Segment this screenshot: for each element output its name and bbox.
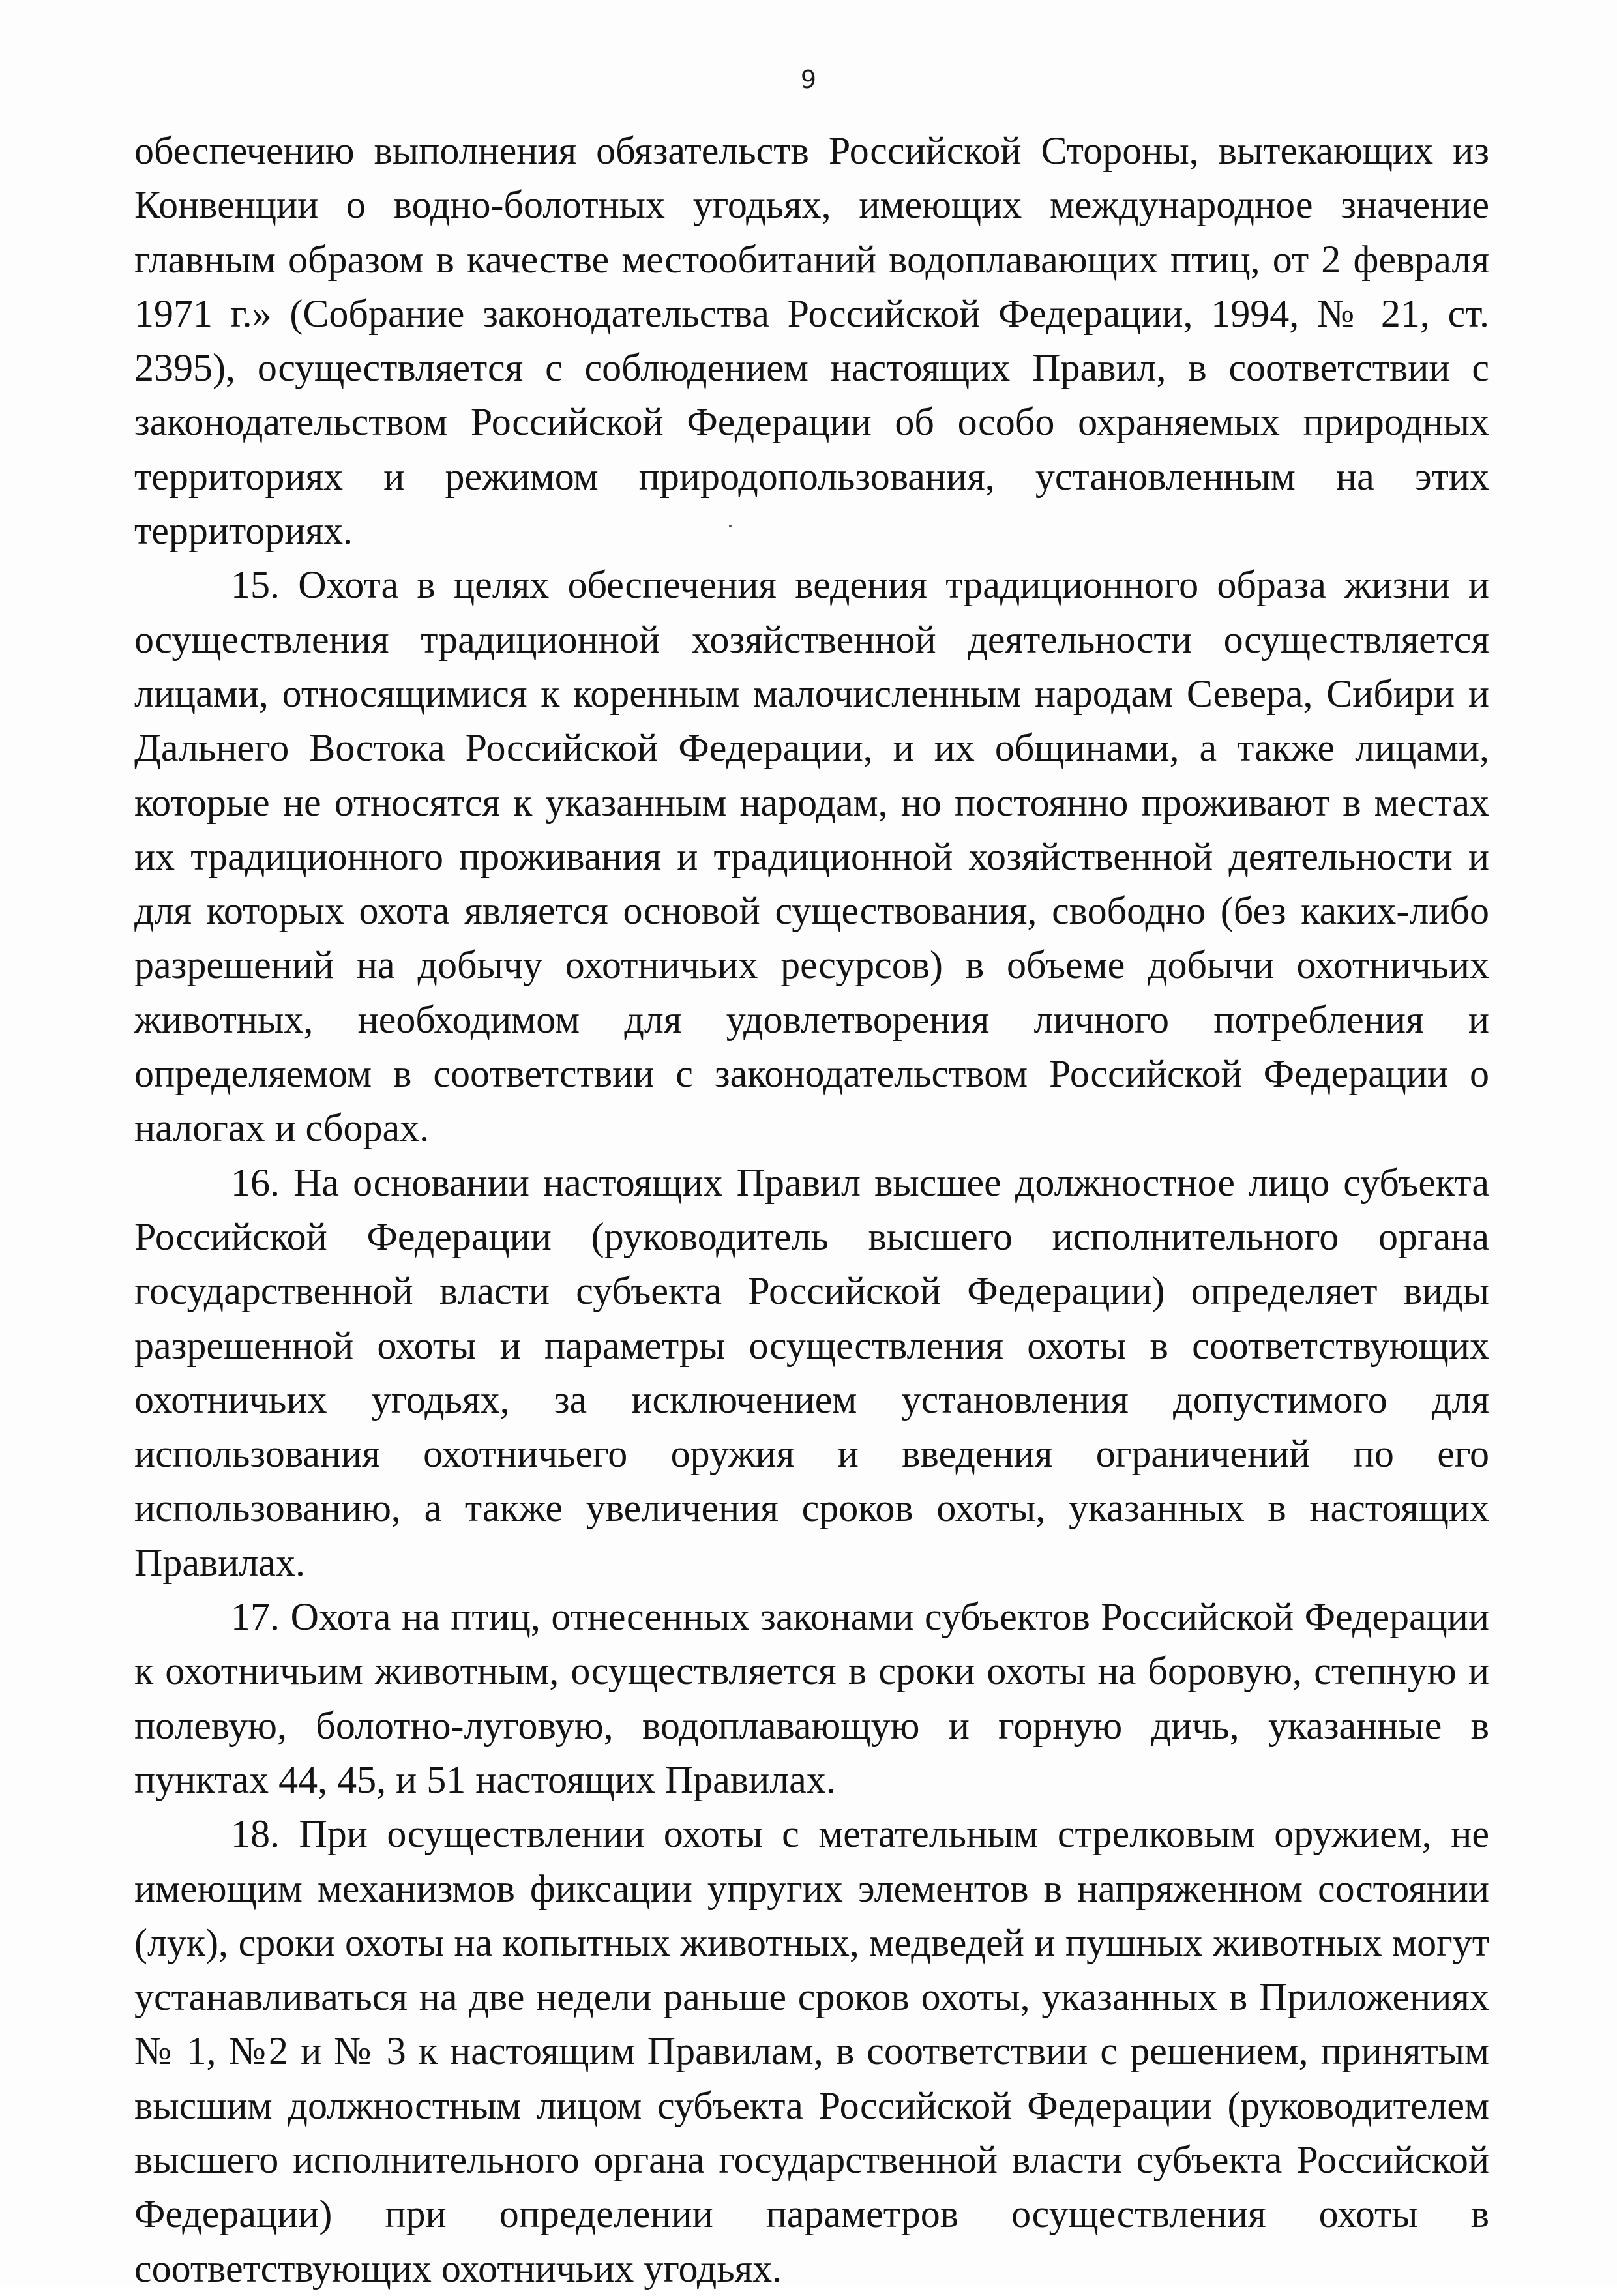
paragraph-item-18: 18. При осуществлении охоты с метательным стрелковым оружием, не имеющим механизмов фиксации упругих элементов в напряженном состоянии (лук), сроки охоты на копытных животных, медведей и пушных животных могут устанавливаться на две недели раньше сроков охоты, указанных в Приложениях № 1, №2 и № 3 к настоящим Правилам, в соответствии с решением, принятым высшим должностным лицом субъекта Российской Федерации (руководителем высшего исполнительного органа государственной власти субъекта Российской Федерации) при определении параметров осуществления охоты в соответствующих охотничьих угодьях.: [134, 1812, 1489, 2290]
scan-speck: [729, 525, 732, 527]
paragraph-item-15: 15. Охота в целях обеспечения ведения традиционного образа жизни и осуществления традиционной хозяйственной деятельности осуществляется лицами, относящимися к коренным малочисленным народам Севера, Сибири и Дальнего Востока Российской Федерации, и их общинами, а также лицами, которые не относятся к указанным народам, но постоянно проживают в местах их традиционного проживания и традиционной хозяйственной деятельности и для которых охота является основой существования, свободно (без каких-либо разрешений на добычу охотничьих ресурсов) в объеме добычи охотничьих животных, необходимом для удовлетворения личного потребления и определяемом в соответствии с законодательством Российской Федерации о налогах и сборах.: [134, 563, 1489, 1150]
paragraph-item-16: 16. На основании настоящих Правил высшее должностное лицо субъекта Российской Федерации (руководитель высшего исполнительного органа государственной власти субъекта Российской Федерации) определяет виды разрешенной охоты и параметры осуществления охоты в соответствующих охотничьих угодьях, за исключением установления допустимого для использования охотничьего оружия и введения ограничений по его использованию, а также увеличения сроков охоты, указанных в настоящих Правилах.: [134, 1160, 1489, 1584]
page-number: 9: [800, 65, 817, 94]
document-body: [134, 124, 1489, 2296]
paragraph-item-17: 17. Охота на птиц, отнесенных законами субъектов Российской Федерации к охотничьим животным, осуществляется в сроки охоты на боровую, степную и полевую, болотно-луговую, водоплавающую и горную дичь, указанные в пунктах 44, 45, и 51 настоящих Правилах.: [134, 1595, 1489, 1801]
paragraph-continuation: обеспечению выполнения обязательств Российской Стороны, вытекающих из Конвенции о водно-болотных угодьях, имеющих международное значение главным образом в качестве местообитаний водоплавающих птиц, от 2 февраля 1971 г.» (Собрание законодательства Российской Федерации, 1994, № 21, ст. 2395), осуществляется с соблюдением настоящих Правил, в соответствии с законодательством Российской Федерации об особо охраняемых природных территориях и режимом природопользования, установленным на этих территориях.: [134, 129, 1489, 553]
